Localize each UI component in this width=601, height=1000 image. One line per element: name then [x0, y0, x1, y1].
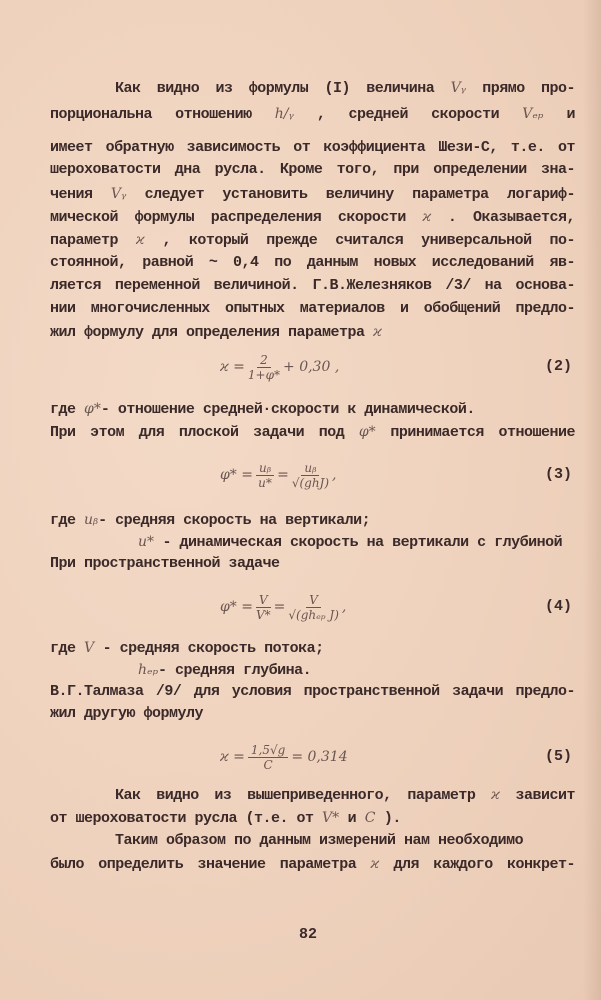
- formula-2: [220, 347, 339, 387]
- line-text: - средняя скорость на вертикали;: [98, 512, 371, 529]
- line-text: для каждого конкрет-: [379, 856, 575, 873]
- math-symbol: ϰ: [373, 324, 382, 340]
- line-text: - динамическая скорость на вертикали с глубиной: [154, 534, 563, 551]
- math-symbol: C: [364, 810, 376, 826]
- line-text: мической формулы распределения скорости: [50, 209, 423, 226]
- math-symbol: ϰ: [135, 232, 145, 248]
- text-line: [50, 138, 575, 158]
- formula-lhs: ϰ =: [220, 359, 245, 375]
- math-symbol: h/ᵧ: [274, 106, 294, 122]
- formula-tail: = 0,314: [291, 749, 348, 765]
- denominator: √(ghJ): [291, 475, 330, 490]
- line-text: жил формулу для определения параметра: [50, 324, 374, 341]
- formula-4: [220, 587, 346, 627]
- page-edge-shadow: [583, 0, 601, 1000]
- formula-5: [220, 737, 348, 777]
- denominator: 1+φ*: [247, 367, 281, 382]
- line-text: и: [339, 810, 365, 827]
- line-text: ляется переменной величиной. Г.В.Железняков /3/ на основа-: [50, 277, 575, 294]
- text-line: [50, 184, 575, 204]
- text-line: [50, 510, 575, 530]
- denominator: u*: [258, 475, 272, 490]
- line-text: жил другую формулу: [50, 705, 204, 722]
- formula-tail: ,: [332, 467, 337, 483]
- line-text: прямо про-: [465, 80, 575, 97]
- line-text: принимается отношение: [375, 424, 575, 441]
- text-line: [50, 399, 575, 419]
- line-text: где: [50, 401, 85, 418]
- page-number: 82: [299, 926, 318, 943]
- line-text: порциональна отношению: [50, 106, 275, 123]
- numerator: 1,5√g: [248, 743, 288, 758]
- formula-tail: + 0,30 ,: [283, 359, 340, 375]
- line-text: следует установить величину параметра логариф-: [126, 186, 575, 203]
- equation-number-4: (4): [545, 598, 573, 615]
- numerator: V: [256, 593, 271, 608]
- line-text: - средняя глубина.: [158, 662, 312, 679]
- formula-3: [220, 455, 337, 495]
- equation-number-5: (5): [545, 748, 573, 765]
- text-line: [50, 682, 575, 702]
- line-text: ).: [375, 810, 401, 827]
- text-line: [50, 276, 575, 296]
- math-symbol: ϰ: [422, 209, 432, 225]
- line-text: имеет обратную зависимость от коэффициента Шези-С, т.е. от: [50, 139, 575, 156]
- line-text: от шероховатости русла (т.е. от: [50, 810, 323, 827]
- line-text: , средней скорости: [293, 106, 523, 123]
- line-text: При пространственной задаче: [50, 555, 280, 572]
- equation-number-3: (3): [545, 466, 573, 483]
- math-symbol: ϰ: [370, 856, 380, 872]
- line-text: Таким образом по данным измерений нам необходимо: [115, 832, 524, 849]
- math-symbol: Vᵧ: [110, 186, 127, 202]
- math-symbol: Vᵧ: [450, 80, 466, 96]
- line-text: чения: [50, 186, 111, 203]
- text-line: [138, 660, 575, 680]
- math-symbol: Vₑₚ: [522, 106, 544, 122]
- fraction: [256, 461, 274, 490]
- fraction: [288, 593, 339, 622]
- text-line: [50, 299, 575, 319]
- math-symbol: u*: [138, 534, 155, 550]
- text-line: [50, 160, 575, 180]
- line-text: Как видно из вышеприведенного, параметр: [115, 787, 492, 804]
- equals: =: [277, 467, 289, 483]
- denominator: V*: [255, 607, 271, 622]
- text-line: [50, 322, 575, 342]
- math-symbol: φ*: [84, 401, 101, 417]
- formula-lhs: φ* =: [220, 467, 253, 483]
- formula-lhs: ϰ =: [220, 749, 245, 765]
- text-line: [50, 207, 575, 227]
- math-symbol: hₑₚ: [138, 662, 159, 678]
- formula-lhs: φ* =: [220, 599, 253, 615]
- line-text: было определить значение параметра: [50, 856, 371, 873]
- math-symbol: φ*: [358, 424, 376, 440]
- text-line: [138, 532, 575, 552]
- line-text: - отношение средней·скорости к динамической.: [100, 401, 475, 418]
- text-line: [50, 638, 575, 658]
- line-text: зависит: [499, 787, 576, 804]
- line-text: и: [543, 106, 575, 123]
- equation-number-2: (2): [545, 358, 573, 375]
- line-text: нии многочисленных опытных материалов и обобщений предло-: [50, 300, 575, 317]
- text-line: [50, 230, 575, 250]
- line-text: , который прежде считался универсальной по-: [144, 232, 575, 249]
- line-text: параметр: [50, 232, 136, 249]
- fraction: [248, 353, 280, 382]
- text-line: [115, 785, 575, 805]
- text-line: [50, 104, 575, 124]
- line-text: При этом для плоской задачи под: [50, 424, 359, 441]
- fraction: [248, 743, 288, 772]
- fraction: [292, 461, 329, 490]
- line-text: стоянной, равной ~ 0,4 по данным новых исследований яв-: [50, 254, 575, 271]
- text-line: [50, 253, 575, 273]
- line-text: Как видно из формулы (I) величина: [115, 80, 451, 97]
- fraction: [256, 593, 271, 622]
- numerator: 2: [257, 353, 271, 368]
- text-line: [115, 78, 575, 98]
- text-line: [115, 831, 575, 851]
- line-text: шероховатости дна русла. Кроме того, при определении зна-: [50, 161, 575, 178]
- line-text: где: [50, 640, 85, 657]
- formula-tail: ,: [341, 599, 347, 615]
- line-text: В.Г.Талмаза /9/ для условия пространственной задачи предло-: [50, 683, 575, 700]
- math-symbol: ϰ: [491, 787, 500, 803]
- numerator: V: [306, 593, 321, 608]
- text-line: [50, 422, 575, 442]
- denominator: C: [263, 757, 273, 772]
- numerator: uᵦ: [256, 461, 274, 476]
- line-text: . Оказывается,: [431, 209, 575, 226]
- line-text: где: [50, 512, 85, 529]
- numerator: uᵦ: [301, 461, 319, 476]
- denominator: √(ghₑₚ J): [288, 607, 339, 622]
- math-symbol: V: [84, 640, 95, 656]
- text-line: [50, 854, 575, 874]
- text-line: [50, 704, 575, 724]
- text-line: [50, 554, 575, 574]
- text-line: [50, 808, 575, 828]
- line-text: - средняя скорость потока;: [94, 640, 324, 657]
- math-symbol: uᵦ: [84, 512, 99, 528]
- math-symbol: V*: [322, 810, 340, 826]
- equals: =: [273, 599, 286, 615]
